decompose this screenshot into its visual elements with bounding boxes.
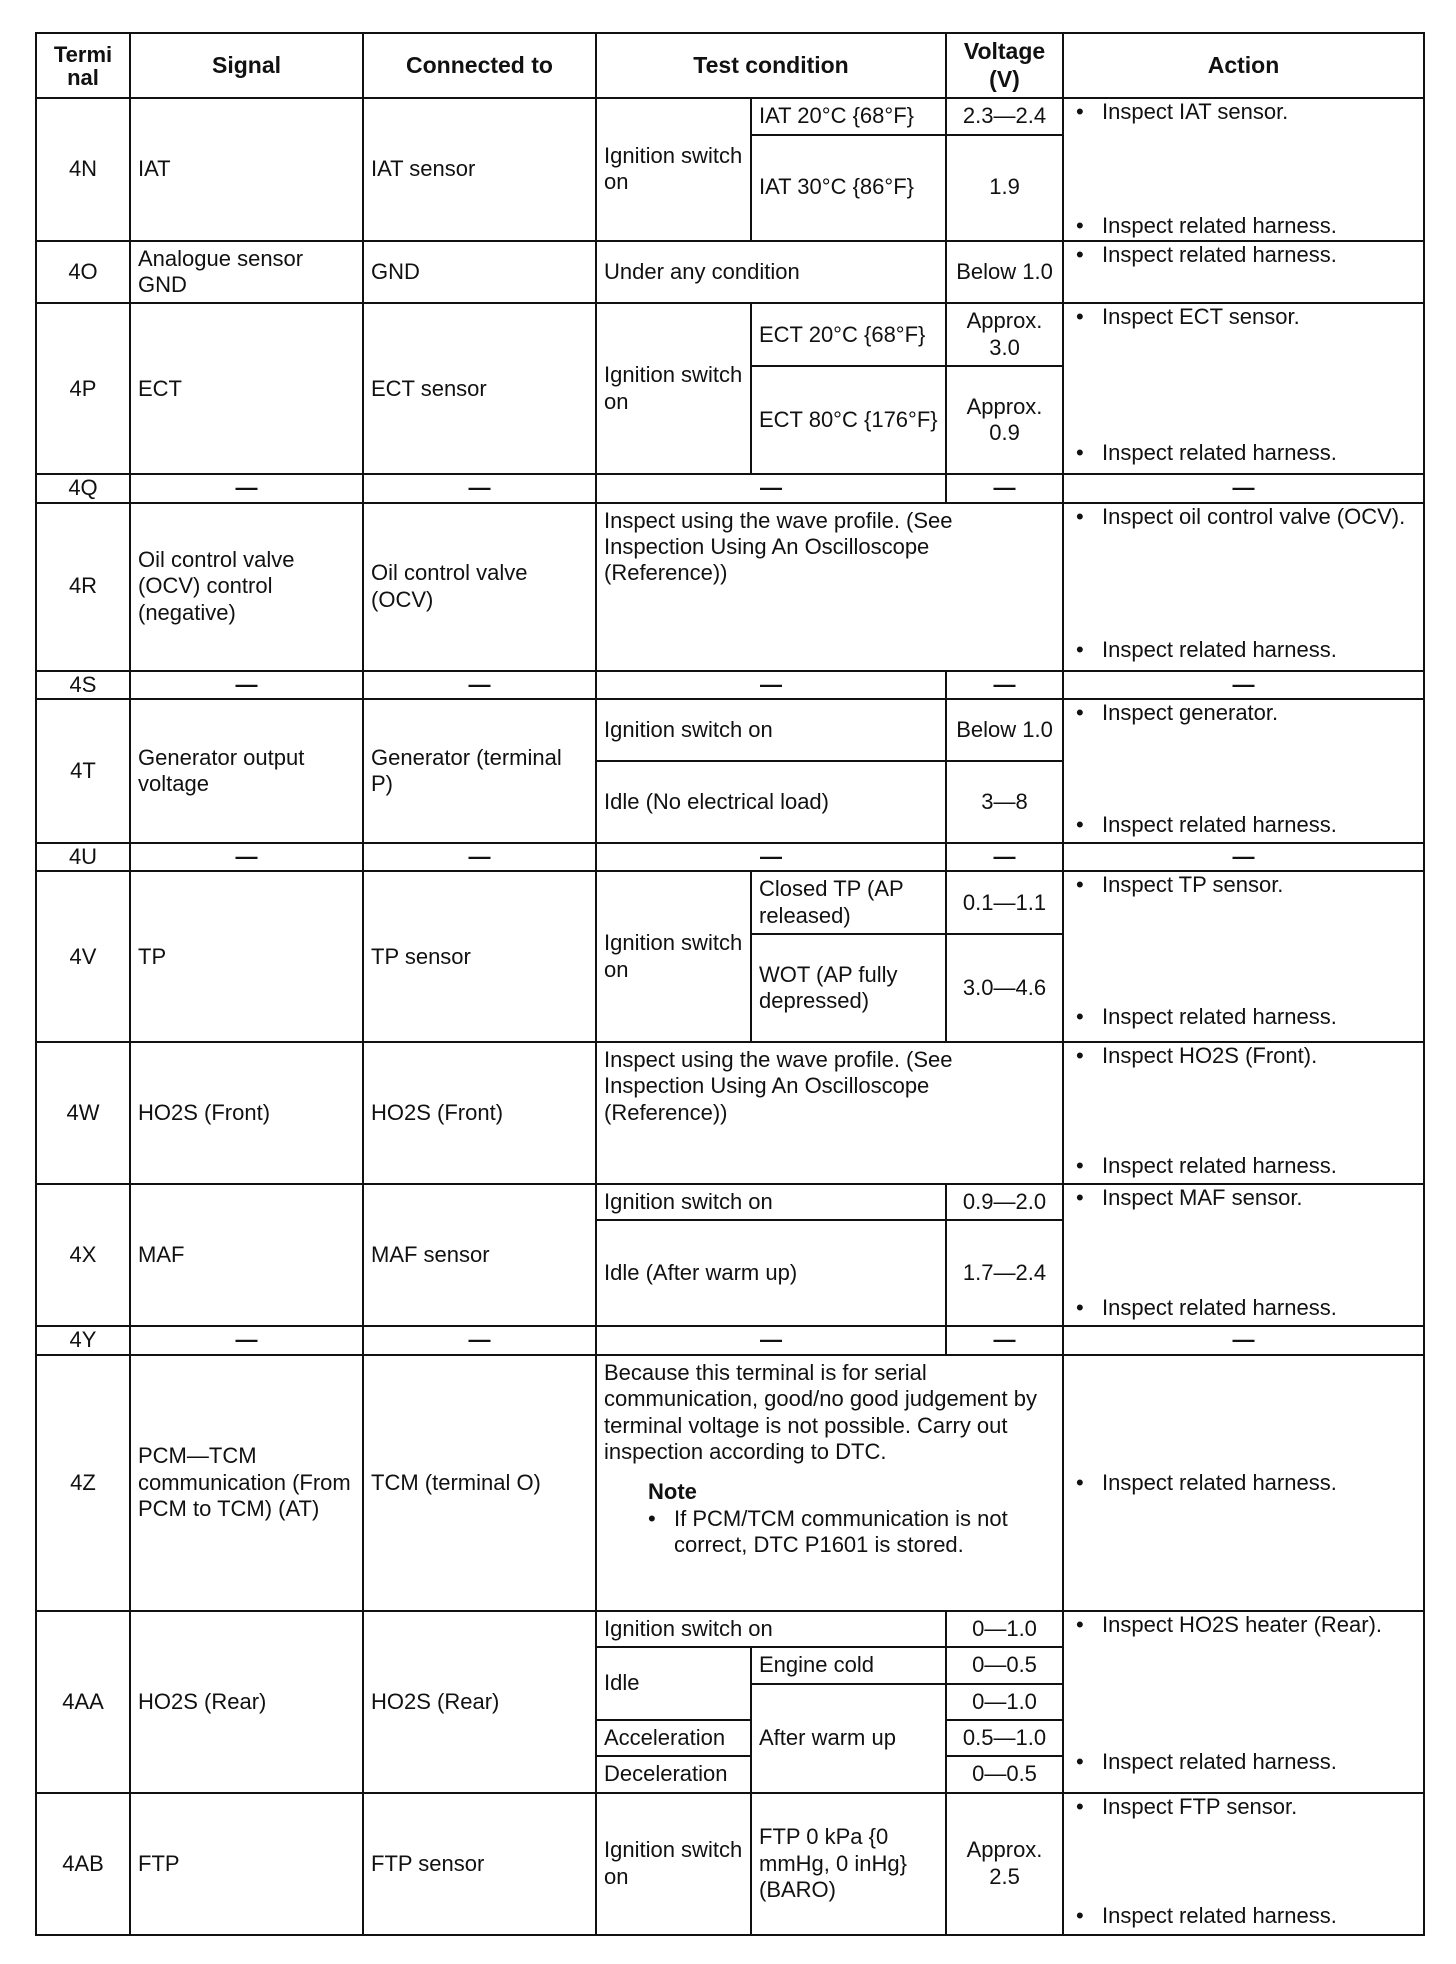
signal-cell: TP [130, 871, 363, 1042]
header-terminal: Termi nal [36, 33, 130, 98]
action-cell [1063, 1184, 1424, 1326]
terminal-cell: 4P [36, 303, 130, 474]
signal-cell: HO2S (Rear) [130, 1611, 363, 1793]
dash-cell: — [363, 843, 596, 871]
subcondition-cell: WOT (AP fully depressed) [751, 934, 946, 1042]
action-cell [1063, 303, 1424, 474]
note-title: Note [648, 1479, 697, 1505]
action-cell [1063, 98, 1424, 240]
action-item: • Inspect related harness. [1076, 811, 1337, 837]
signal-cell: PCM—TCM communication (From PCM to TCM) (AT) [130, 1355, 363, 1611]
connected-cell: FTP sensor [363, 1793, 596, 1935]
signal-cell: IAT [130, 98, 363, 240]
condition-cell [596, 1355, 1063, 1611]
voltage-cell: 1.9 [946, 135, 1063, 241]
table-row-4AA [36, 1611, 1424, 1647]
action-cell [1063, 699, 1424, 843]
voltage-cell: 0.9—2.0 [946, 1184, 1063, 1220]
action-item: • Inspect IAT sensor. [1076, 99, 1289, 125]
connected-cell: TP sensor [363, 871, 596, 1042]
table-row-4Z [36, 1355, 1424, 1611]
action-item: • Inspect related harness. [1076, 1469, 1337, 1495]
subcondition-cell: IAT 20°C {68°F} [751, 98, 946, 134]
signal-cell: HO2S (Front) [130, 1042, 363, 1184]
action-item: • Inspect related harness. [1076, 241, 1337, 267]
dash-cell: — [130, 671, 363, 699]
action-item: • Inspect HO2S (Front). [1076, 1043, 1318, 1069]
dash-cell: — [596, 843, 946, 871]
dash-cell: — [363, 474, 596, 502]
subcondition-cell: After warm up [751, 1684, 946, 1793]
header-test-condition: Test condition [596, 33, 946, 98]
subcondition-cell: FTP 0 kPa {0 mmHg, 0 inHg} (BARO) [751, 1793, 946, 1935]
subcondition-cell: ECT 20°C {68°F} [751, 303, 946, 366]
action-item: • Inspect MAF sensor. [1076, 1185, 1303, 1211]
dash-cell: — [130, 474, 363, 502]
voltage-cell: 0—0.5 [946, 1756, 1063, 1792]
signal-cell: ECT [130, 303, 363, 474]
voltage-cell: Approx. 2.5 [946, 1793, 1063, 1935]
action-item: • Inspect related harness. [1076, 439, 1337, 465]
connected-cell: Generator (terminal P) [363, 699, 596, 843]
header-connected-to: Connected to [363, 33, 596, 98]
voltage-cell: 0.5—1.0 [946, 1720, 1063, 1756]
condition-cell: Inspect using the wave profile. (See Inspection Using An Oscilloscope (Reference)) [596, 503, 1063, 671]
action-item: • Inspect TP sensor. [1076, 872, 1284, 898]
dash-cell: — [363, 671, 596, 699]
voltage-cell: Approx. 0.9 [946, 366, 1063, 474]
dash-cell: — [596, 1326, 946, 1354]
connected-cell: ECT sensor [363, 303, 596, 474]
action-item: • Inspect generator. [1076, 699, 1279, 725]
voltage-cell: 0—1.0 [946, 1611, 1063, 1647]
table-row-4X [36, 1184, 1424, 1220]
condition-cell: Ignition switch on [596, 1611, 946, 1647]
connected-cell: Oil control valve (OCV) [363, 503, 596, 671]
dash-cell: — [946, 843, 1063, 871]
table-row-4P [36, 303, 1424, 366]
table-row-4N [36, 98, 1424, 134]
signal-cell: Analogue sensor GND [130, 241, 363, 304]
header-row [36, 33, 1424, 98]
dash-cell: — [130, 843, 363, 871]
table-row-4AB [36, 1793, 1424, 1935]
dash-cell: — [130, 1326, 363, 1354]
dash-cell: — [1063, 474, 1424, 502]
action-item: • Inspect ECT sensor. [1076, 304, 1300, 330]
connected-cell: HO2S (Front) [363, 1042, 596, 1184]
note-item: • If PCM/TCM communication is not correct, DTC P1601 is stored. [648, 1505, 1008, 1558]
dash-cell: — [946, 671, 1063, 699]
terminal-cell: 4T [36, 699, 130, 843]
terminal-cell: 4U [36, 843, 130, 871]
condition-cell: Idle [596, 1647, 751, 1720]
signal-cell: FTP [130, 1793, 363, 1935]
terminal-cell: 4Y [36, 1326, 130, 1354]
signal-cell: MAF [130, 1184, 363, 1326]
table-row-4O [36, 241, 1424, 304]
action-item: • Inspect related harness. [1076, 1294, 1337, 1320]
connected-cell: TCM (terminal O) [363, 1355, 596, 1611]
connected-cell: IAT sensor [363, 98, 596, 240]
condition-cell: Inspect using the wave profile. (See Inspection Using An Oscilloscope (Reference)) [596, 1042, 1063, 1184]
terminal-cell: 4AA [36, 1611, 130, 1793]
action-cell [1063, 503, 1424, 671]
condition-cell: Ignition switch on [596, 303, 751, 474]
table-row-4U [36, 843, 1424, 871]
terminal-cell: 4R [36, 503, 130, 671]
voltage-cell: 2.3—2.4 [946, 98, 1063, 134]
table-row-4T [36, 699, 1424, 761]
dash-cell: — [596, 671, 946, 699]
voltage-cell: 1.7—2.4 [946, 1220, 1063, 1326]
terminal-cell: 4W [36, 1042, 130, 1184]
terminal-cell: 4X [36, 1184, 130, 1326]
voltage-cell: 0.1—1.1 [946, 871, 1063, 934]
action-item: • Inspect oil control valve (OCV). [1076, 503, 1406, 529]
header-action: Action [1063, 33, 1424, 98]
signal-cell: Oil control valve (OCV) control (negative) [130, 503, 363, 671]
table-row-4Q [36, 474, 1424, 502]
action-item: • Inspect related harness. [1076, 637, 1337, 663]
subcondition-cell: Closed TP (AP released) [751, 871, 946, 934]
terminal-voltage-table [35, 32, 1425, 1936]
subcondition-cell: Engine cold [751, 1647, 946, 1683]
dash-cell: — [1063, 1326, 1424, 1354]
terminal-cell: 4N [36, 98, 130, 240]
subcondition-cell: IAT 30°C {86°F} [751, 135, 946, 241]
condition-text: Because this terminal is for serial communication, good/no good judgement by terminal voltage is not possible. Carry out inspection according to DTC. [604, 1359, 1037, 1465]
terminal-cell: 4Z [36, 1355, 130, 1611]
action-cell [1063, 1042, 1424, 1184]
action-item: • Inspect related harness. [1076, 212, 1337, 238]
connected-cell: HO2S (Rear) [363, 1611, 596, 1793]
dash-cell: — [363, 1326, 596, 1354]
action-cell [1063, 241, 1424, 304]
table-row-4S [36, 671, 1424, 699]
action-item: • Inspect related harness. [1076, 1903, 1337, 1929]
condition-cell: Ignition switch on [596, 1793, 751, 1935]
action-item: • Inspect related harness. [1076, 1749, 1337, 1775]
connected-cell: MAF sensor [363, 1184, 596, 1326]
action-cell [1063, 871, 1424, 1042]
condition-cell: Idle (No electrical load) [596, 761, 946, 843]
condition-cell: Ignition switch on [596, 699, 946, 761]
voltage-cell: Approx. 3.0 [946, 303, 1063, 366]
condition-cell: Deceleration [596, 1756, 751, 1792]
dash-cell: — [1063, 671, 1424, 699]
terminal-inspection-table-page [35, 32, 1423, 1936]
table-row-4Y [36, 1326, 1424, 1354]
action-cell [1063, 1793, 1424, 1935]
table-row-4W [36, 1042, 1424, 1184]
voltage-cell: Below 1.0 [946, 241, 1063, 304]
action-item: • Inspect related harness. [1076, 1152, 1337, 1178]
terminal-cell: 4V [36, 871, 130, 1042]
condition-cell: Ignition switch on [596, 1184, 946, 1220]
connected-cell: GND [363, 241, 596, 304]
condition-cell: Under any condition [596, 241, 946, 304]
terminal-cell: 4Q [36, 474, 130, 502]
dash-cell: — [946, 474, 1063, 502]
condition-cell: Acceleration [596, 1720, 751, 1756]
dash-cell: — [946, 1326, 1063, 1354]
note-block [604, 1479, 1055, 1558]
voltage-cell: 3.0—4.6 [946, 934, 1063, 1042]
table-row-4V [36, 871, 1424, 934]
condition-cell: Idle (After warm up) [596, 1220, 946, 1326]
voltage-cell: 0—1.0 [946, 1684, 1063, 1720]
voltage-cell: Below 1.0 [946, 699, 1063, 761]
action-item: • Inspect HO2S heater (Rear). [1076, 1611, 1383, 1637]
action-item: • Inspect FTP sensor. [1076, 1793, 1298, 1819]
voltage-cell: 3—8 [946, 761, 1063, 843]
dash-cell: — [596, 474, 946, 502]
action-cell [1063, 1611, 1424, 1793]
subcondition-cell: ECT 80°C {176°F} [751, 366, 946, 474]
condition-cell: Ignition switch on [596, 98, 751, 240]
terminal-cell: 4O [36, 241, 130, 304]
terminal-cell: 4S [36, 671, 130, 699]
action-item: • Inspect related harness. [1076, 1003, 1337, 1029]
dash-cell: — [1063, 843, 1424, 871]
signal-cell: Generator output voltage [130, 699, 363, 843]
condition-cell: Ignition switch on [596, 871, 751, 1042]
header-voltage: Voltage (V) [946, 33, 1063, 98]
voltage-cell: 0—0.5 [946, 1647, 1063, 1683]
action-cell [1063, 1355, 1424, 1611]
terminal-cell: 4AB [36, 1793, 130, 1935]
table-row-4R [36, 503, 1424, 671]
header-signal: Signal [130, 33, 363, 98]
